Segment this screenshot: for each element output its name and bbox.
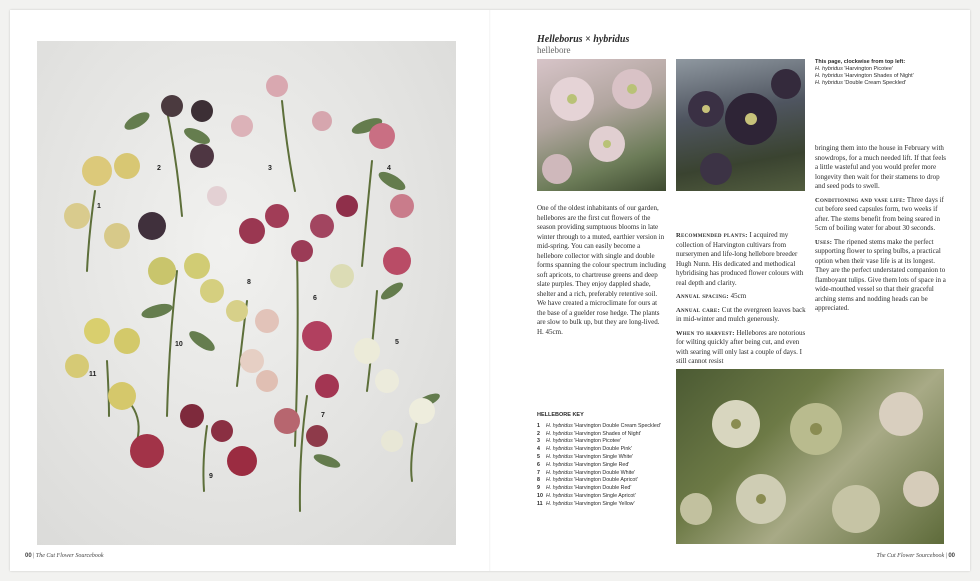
key-title: HELLEBORE KEY xyxy=(537,412,584,418)
when-to-harvest: When to harvest: Hellebores are notorious for wilting quickly after being cut, and even with searing will only last a couple of days. I still cannot resist xyxy=(676,328,806,365)
key-item: 7 H. hybridus 'Harvington Double White' xyxy=(537,469,636,476)
gutter xyxy=(489,10,491,571)
photo-harvington-shades-of-night xyxy=(676,59,805,191)
key-item: 9 H. hybridus 'Harvington Double Red' xyxy=(537,485,632,492)
photo-label-11: 11 xyxy=(89,371,97,378)
key-item: 6 H. hybridus 'Harvington Single Red' xyxy=(537,461,630,468)
photo-label-8: 8 xyxy=(247,279,251,286)
hellebore-layout-photo xyxy=(37,41,456,545)
photo-label-6: 6 xyxy=(313,295,317,302)
page-number-left: 00 xyxy=(25,553,32,559)
flowers-illustration xyxy=(37,41,456,545)
key-item: 5 H. hybridus 'Harvington Single White' xyxy=(537,453,634,460)
photo-label-10: 10 xyxy=(175,341,183,348)
photo-label-3: 3 xyxy=(268,165,272,172)
photo-label-4: 4 xyxy=(387,165,391,172)
caption-line: H. hybridus 'Harvington Picotee' xyxy=(815,66,893,72)
book-spread xyxy=(10,10,970,571)
caption-heading: This page, clockwise from top left: xyxy=(815,59,906,65)
annual-care: Annual care: Cut the evergreen leaves back in mid-winter and mulch generously. xyxy=(676,305,806,323)
folio-separator: | xyxy=(944,553,949,559)
page-number-right: 00 xyxy=(948,553,955,559)
key-item: 2 H. hybridus 'Harvington Shades of Night' xyxy=(537,430,642,437)
key-item: 3 H. hybridus 'Harvington Picotee' xyxy=(537,438,622,445)
book-title-right: The Cut Flower Sourcebook xyxy=(876,553,945,559)
photo-label-9: 9 xyxy=(209,473,213,480)
hellebore-key xyxy=(537,412,667,509)
vase-life-column xyxy=(815,144,949,318)
growing-info-column xyxy=(676,231,806,371)
recommended-plants: Recommended plants: I acquired my collection of Harvington cultivars from nurserymen and life-long hellebore breeder Hugh Nunn. His dedicated and methodical hybridising has produced flower colours with real depth and clarity. xyxy=(676,231,804,287)
plant-title: Helleborus × hybridus xyxy=(537,34,630,45)
key-item: 11 H. hybridus 'Harvington Single Yellow' xyxy=(537,500,635,507)
picotee-flowers xyxy=(537,59,666,191)
harvest-continued: bringing them into the house in February with snowdrops, for a much needed lift. If that feels a little wasteful and you would prefer more longevity then wait for their stamens to drop and seed pods to swell. xyxy=(815,144,947,190)
uses: Uses: The ripened stems make the perfect supporting flower to spring bulbs, a practical option when their vase life is at its longest. They are the perfect understated companion to flamboyant tulips. Give them lots of space in a wide-mouthed vessel so that their graceful arching stems and nodding heads can be appreciated. xyxy=(815,237,946,312)
photo-label-2: 2 xyxy=(157,165,161,172)
folio-right xyxy=(877,553,956,559)
key-item: 10 H. hybridus 'Harvington Single Apricot' xyxy=(537,492,636,499)
folio-left xyxy=(25,553,104,559)
caption-line: H. hybridus 'Double Cream Speckled' xyxy=(815,80,907,86)
shades-of-night-flowers xyxy=(676,59,805,191)
book-title-left: The Cut Flower Sourcebook xyxy=(35,553,104,559)
folio-separator: | xyxy=(31,553,36,559)
conditioning-and-vase-life: Conditioning and vase life: Three days if cut before seed capsules form, two weeks if after. The stems benefit from being seared in 5cm of boiling water for about 30 seconds. xyxy=(815,195,944,232)
photo-label-7: 7 xyxy=(321,412,325,419)
double-cream-flowers xyxy=(676,369,944,544)
photo-label-5: 5 xyxy=(395,339,399,346)
key-item: 8 H. hybridus 'Harvington Double Apricot' xyxy=(537,477,638,484)
photo-double-cream-speckled xyxy=(676,369,944,544)
key-item: 1 H. hybridus 'Harvington Double Cream Speckled' xyxy=(537,422,661,429)
intro-paragraph: One of the oldest inhabitants of our garden, hellebores are the first cut flowers of the season providing sumptuous blooms in late winter through to a muted, earthier version in mid-spring. You can easily become a hellebore collector with single and double forms spanning the colour spectrum including soft apricots, to chartreuse greens and deep slate purples. They enjoy dappled shade, shelter and a rich, preferably retentive soil. We have created a microclimate for ours at the base of a guelder rose hedge. The plants are slow to bulk up, but they are long-lived. H. 45cm. xyxy=(537,204,666,336)
plant-common-name: hellebore xyxy=(537,45,571,55)
intro-column xyxy=(537,204,667,341)
caption-line: H. hybridus 'Harvington Shades of Night' xyxy=(815,73,914,79)
photo-label-1: 1 xyxy=(97,203,101,210)
key-item: 4 H. hybridus 'Harvington Double Pink' xyxy=(537,446,632,453)
photo-caption xyxy=(815,59,955,87)
photo-harvington-picotee xyxy=(537,59,666,191)
annual-spacing: Annual spacing: 45cm xyxy=(676,292,747,300)
